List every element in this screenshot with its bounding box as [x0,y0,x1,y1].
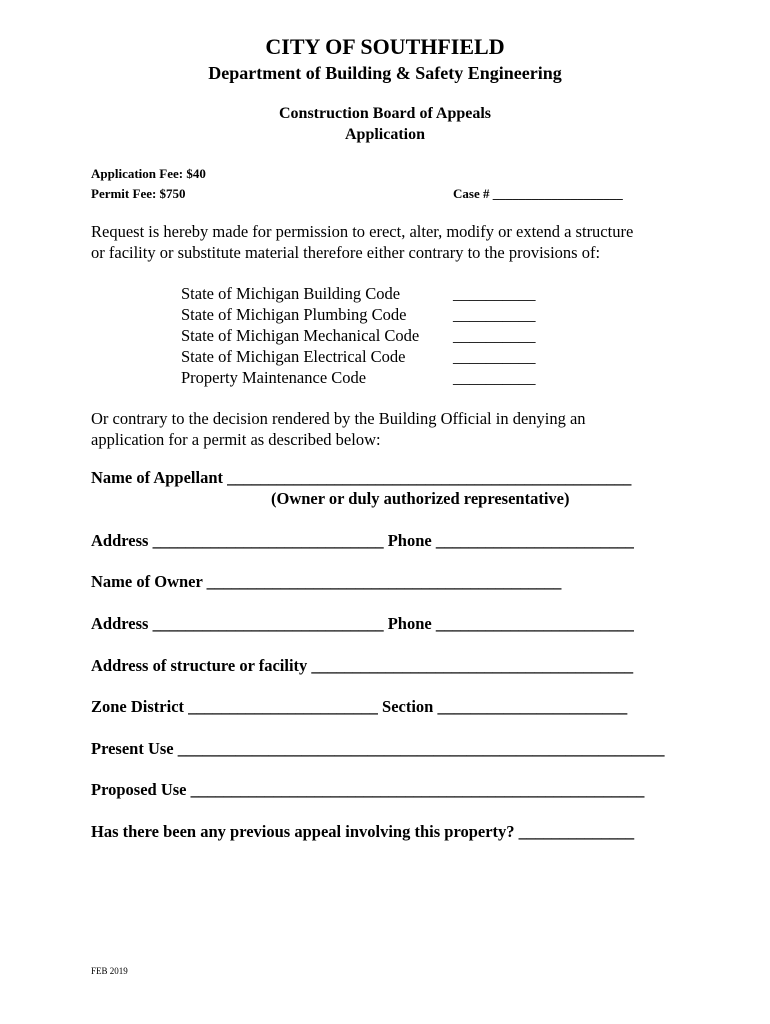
footer-date: FEB 2019 [91,966,128,976]
appellant-address-phone-field[interactable]: Address ____________________________ Phone ________________________ [91,531,634,550]
code-electrical-label: State of Michigan Electrical Code [181,347,406,366]
previous-appeal-field[interactable]: Has there been any previous appeal involving this property? ______________ [91,822,635,841]
appellant-name-field[interactable]: Name of Appellant _________________________________________________ [91,468,632,487]
owner-address-phone-field[interactable]: Address ____________________________ Phone ________________________ [91,614,634,633]
city-title: CITY OF SOUTHFIELD [265,34,505,59]
request-line-1: Request is hereby made for permission to erect, alter, modify or extend a structure [91,222,634,241]
contrary-line-2: application for a permit as described below: [91,430,381,449]
code-mechanical-label: State of Michigan Mechanical Code [181,326,420,345]
department-title: Department of Building & Safety Engineering [208,63,562,83]
code-mechanical-blank[interactable]: __________ [453,326,536,345]
code-property-maintenance-label: Property Maintenance Code [181,368,367,387]
code-building-label: State of Michigan Building Code [181,284,401,303]
appellant-note: (Owner or duly authorized representative) [271,489,570,508]
request-line-2: or facility or substitute material therefore either contrary to the provisions of: [91,243,601,262]
case-number-field[interactable]: Case # ____________________ [453,186,623,201]
proposed-use-field[interactable]: Proposed Use _______________________________________________________ [91,780,645,799]
code-property-maintenance-blank[interactable]: __________ [453,368,536,387]
owner-name-field[interactable]: Name of Owner ___________________________________________ [91,572,562,591]
present-use-field[interactable]: Present Use ___________________________________________________________ [91,739,665,758]
code-electrical-blank[interactable]: __________ [453,347,536,366]
code-building-blank[interactable]: __________ [453,284,536,303]
application-fee: Application Fee: $40 [91,166,206,181]
board-title: Construction Board of Appeals [278,105,492,122]
contrary-line-1: Or contrary to the decision rendered by the Building Official in denying an [91,409,586,428]
permit-fee: Permit Fee: $750 [91,186,186,201]
code-plumbing-label: State of Michigan Plumbing Code [181,305,407,324]
code-plumbing-blank[interactable]: __________ [453,305,536,324]
form-type-title: Application [344,126,425,143]
zone-section-field[interactable]: Zone District _______________________ Section _______________________ [91,697,628,716]
structure-address-field[interactable]: Address of structure or facility _______________________________________ [91,656,634,675]
